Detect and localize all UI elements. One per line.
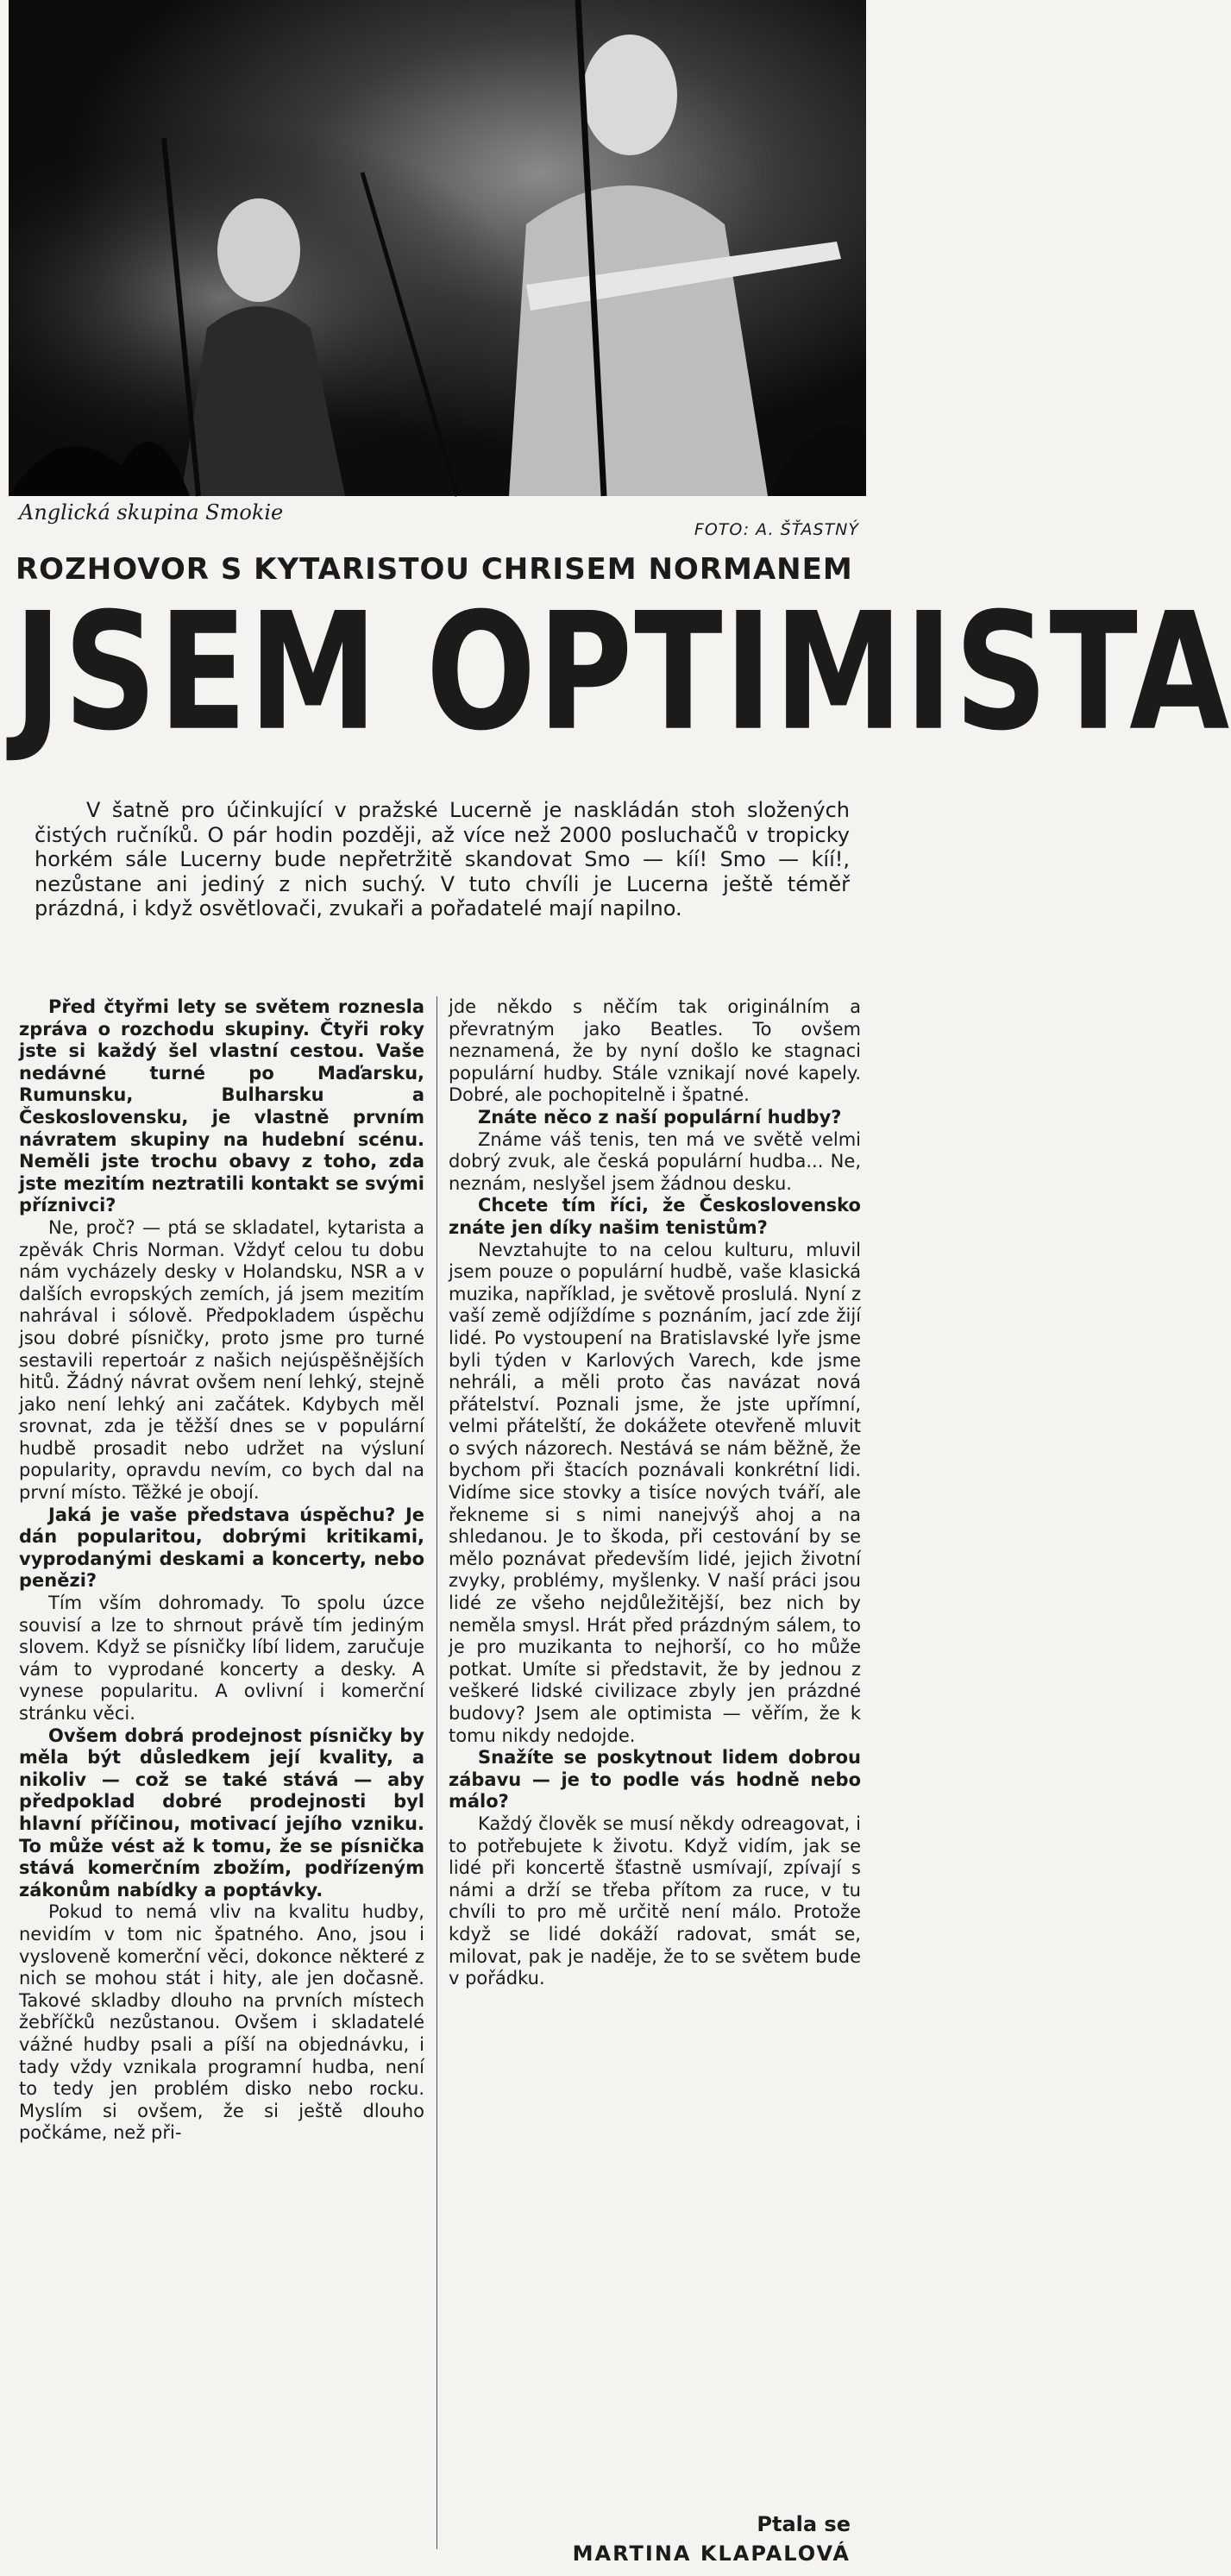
answer-paragraph: jde někdo s něčím tak originálním a převratným jako Beatles. To ovšem neznamená, že by nyní došlo ke stagnaci populární hudby. Stále vznikají nové kapely. Dobré, ale pochopitelně i špatné.: [449, 996, 861, 1106]
question-paragraph: Ovšem dobrá prodejnost písničky by měla být důsledkem její kvality, a nikoliv — což se také stává — aby předpoklad dobré prodejnosti byl hlavní příčinou, motivací jejího vzniku. To může vést až k tomu, že se písnička stává komerčním zbožím, podřízeným zákonům nabídky a poptávky.: [19, 1725, 424, 1901]
question-paragraph: Znáte něco z naší populární hudby?: [478, 1106, 842, 1128]
article-column-left: [19, 996, 424, 2145]
answer-paragraph: Pokud to nemá vliv na kvalitu hudby, nevidím v tom nic špatného. Ano, jsou i vysloveně komerční věci, dokonce některé z nich se mohou stát i hity, ale jen dočasně. Takové skladby dlouho na prvních místech žebříčků nezůstanou. Ovšem i skladatelé vážné hudby psali a píší na objednávku, i tady vždy vznikala programní hudba, není to tedy jen problém disko nebo rocku. Myslím si ovšem, že si ještě dlouho počkáme, než při-: [19, 1901, 424, 2144]
answer-paragraph: Tím vším dohromady. To spolu úzce souvisí a lze to shrnout právě tím jediným slovem. Když se písničky líbí lidem, zaručuje vám to vyprodané koncerty a desky. A vynese popularitu. A ovlivní i komerční stránku věci.: [19, 1593, 424, 1724]
question-paragraph: Jaká je vaše představa úspěchu? Je dán popularitou, dobrými kritikami, vyprodanými deskami a koncerty, nebo penězi?: [19, 1504, 424, 1592]
photo-credit: FOTO: A. ŠŤASTNÝ: [694, 520, 859, 539]
signature-name: MARTINA KLAPALOVÁ: [572, 2541, 851, 2566]
headline-kicker: ROZHOVOR S KYTARISTOU CHRISEM NORMANEM: [16, 552, 853, 587]
lead-paragraph: V šatně pro účinkující v pražské Lucerně je naskládán stoh složených čistých ručníků. O pár hodin později, až více než 2000 posluchačů v tropicky horkém sále Lucerny bude nepřetržitě skandovat Smo — kíí! Smo — kíí!, nezůstane ani jediný z nich suchý. V tuto chvíli je Lucerna ještě téměř prázdná, i když osvětlovači, zvukaři a pořadatelé mají napilno.: [35, 798, 850, 920]
question-paragraph: Snažíte se poskytnout lidem dobrou zábavu — je to podle vás hodně nebo málo?: [449, 1747, 861, 1813]
answer-paragraph: Ne, proč? — ptá se skladatel, kytarista a zpěvák Chris Norman. Vždyť celou tu dobu nám vycházely desky v Holandsku, NSR a v dalších evropských zemích, já jsem mezitím nahrával i sólově. Předpokladem úspěchu jsou dobré písničky, proto jsme pro turné sestavili repertoár z našich nejúspěšnějších hitů. Žádný návrat ovšem není lehký, stejně jako není lehký ani začátek. Kdybych měl srovnat, zda je těžší dnes se v populární hudbě prosadit nebo udržet na výsluní popularity, opravdu nevím, co bych dal na první místo. Těžké je obojí.: [19, 1216, 424, 1504]
answer-paragraph: Nevztahujte to na celou kulturu, mluvil jsem pouze o populární hudbě, vaše klasická muzika, například, je světově proslulá. Nyní z vaší země odjíždíme s poznáním, jací zde žijí lidé. Po vystoupení na Bratislavské lyře jsme byli týden v Karlových Varech, kde jsme nehráli, a měli proto čas navázat nová přátelství. Poznali jsme, že jste upřímní, velmi přátelští, že dokážete otevřeně mluvit o svých názorech. Nestává se nám běžně, že bychom při štacích poznávali konkrétní lidi. Vidíme sice stovky a tisíce nových tváří, ale řekneme si s nimi nanejvýš ahoj a na shledanou. Je to škoda, při cestování by se mělo poznávat především lidé, jejich životní zvyky, problémy, myšlenky. V naší práci jsou lidé ze všeho nejdůležitější, bez nich by neměla smysl. Hrát před prázdným sálem, to je pro muzikanta to nejhorší, co ho může potkat. Umíte si představit, že by jednou z veškeré lidské civilizace zbyly jen prázdné budovy? Jsem ale optimista — věřím, že k tomu nikdy nedojde.: [449, 1239, 861, 1746]
photo-caption: Anglická skupina Smokie: [19, 500, 284, 525]
concert-photo: [9, 0, 866, 496]
signature-label: Ptala se: [757, 2512, 851, 2536]
question-paragraph: Před čtyřmi lety se světem roznesla zpráva o rozchodu skupiny. Čtyři roky jste si každý šel vlastní cestou. Vaše nedávné turné po Maďarsku, Rumunsku, Bulharsku a Československu, je vlastně prvním návratem skupiny na hudební scénu. Neměli jste trochu obavy z toho, zda jste mezitím neztratili kontakt se svými příznivci?: [19, 996, 424, 1216]
article-column-right: [449, 996, 861, 1990]
concert-photo-image: [9, 0, 866, 496]
answer-paragraph: Známe váš tenis, ten má ve světě velmi dobrý zvuk, ale česká populární hudba... Ne, neznám, neslyšel jsem žádnou desku.: [449, 1128, 861, 1194]
headline-title: JSEM OPTIMISTA: [14, 579, 1231, 767]
question-paragraph: Chcete tím říci, že Československo znáte jen díky našim tenistům?: [449, 1195, 861, 1238]
answer-paragraph: Každý člověk se musí někdy odreagovat, i to potřebujete k životu. Když vidím, jak se lidé při koncertě šťastně usmívají, zpívají s námi a drží se třeba přítom za ruce, v tu chvíli to pro mě určitě není málo. Protože když se lidé dokáží radovat, smát se, milovat, pak je naděje, že to se světem bude v pořádku.: [449, 1813, 861, 1989]
